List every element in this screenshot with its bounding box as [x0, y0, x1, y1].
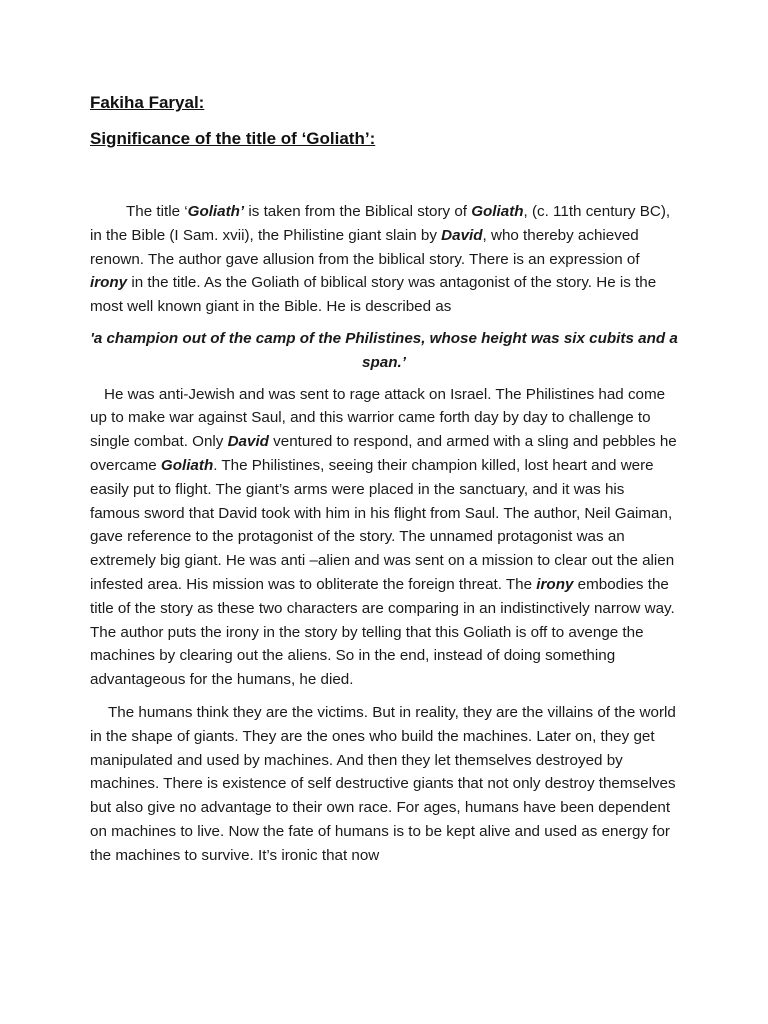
paragraph-david [90, 383, 678, 692]
body-text: The humans think they are the victims. But in reality, they are the villains of the world in the shape of giants. They are the ones who build the machines. Later on, they get manipulated and used by machines. And then they let themselves destroyed by machines. There is existence of self destructive giants that not only destroy themselves but also give no advantage to their own race. For ages, humans have been dependent on machines to live. Now the fate of humans is to be kept alive and used as energy for the machines to survive. It’s ironic that now [90, 703, 676, 864]
paragraph-humans [90, 701, 678, 868]
title-heading: Significance of the title of ‘Goliath’: [90, 129, 376, 148]
author-heading: Fakiha Faryal: [90, 93, 205, 112]
emphasis-text: Goliath [160, 456, 214, 474]
body-text: ventured to respond, and armed with a sling and pebbles he overcame [90, 433, 677, 474]
body-text: . The Philistines, seeing their champion killed, lost heart and were easily put to flight. The giant’s arms were placed in the sanctuary, and it was his famous sword that David took with him in his flight from Saul. The author, Neil Gaiman, gave reference to the protagonist of the story. The unnamed protagonist was an extremely big giant. He was anti –alien and was sent on a mission to clear out the alien infested area. His mission was to obliterate the foreign threat. The [90, 456, 675, 593]
emphasis-text: Goliath’ [187, 203, 245, 220]
body-text: The title ‘ [126, 203, 188, 220]
document-body [90, 92, 678, 868]
emphasis-text: Goliath [471, 203, 524, 220]
emphasis-text: irony [536, 575, 574, 593]
body-text: He was anti-Jewish and was sent to rage attack on Israel. The Philistines had come up to make war against Saul, and this warrior came forth day by day to challenge to single combat. Only [90, 385, 666, 451]
paragraph-intro [90, 200, 678, 319]
body-text: is taken from the Biblical story of [244, 203, 472, 220]
body-text: , who thereby achieved renown. The author gave allusion from the biblical story. There is an expression of [90, 226, 640, 268]
body-text: , (c. 11th century BC), in the Bible (I Sam. xvii), the Philistine giant slain by [90, 203, 671, 244]
emphasis-text: David [441, 226, 483, 244]
block-quote: 'a champion out of the camp of the Philistines, whose height was six cubits and a span.’ [90, 329, 678, 371]
emphasis-text: David [227, 433, 269, 451]
emphasis-text: irony [90, 274, 128, 292]
body-text: in the title. As the Goliath of biblical story was antagonist of the story. He is the most well known giant in the Bible. He is described as [90, 274, 657, 316]
body-text: embodies the title of the story as these two characters are comparing in an indistinctively narrow way. The author puts the irony in the story by telling that this Goliath is off to avenge the machines by clearing out the aliens. So in the end, instead of doing something advantageous for the humans, he died. [90, 575, 675, 689]
